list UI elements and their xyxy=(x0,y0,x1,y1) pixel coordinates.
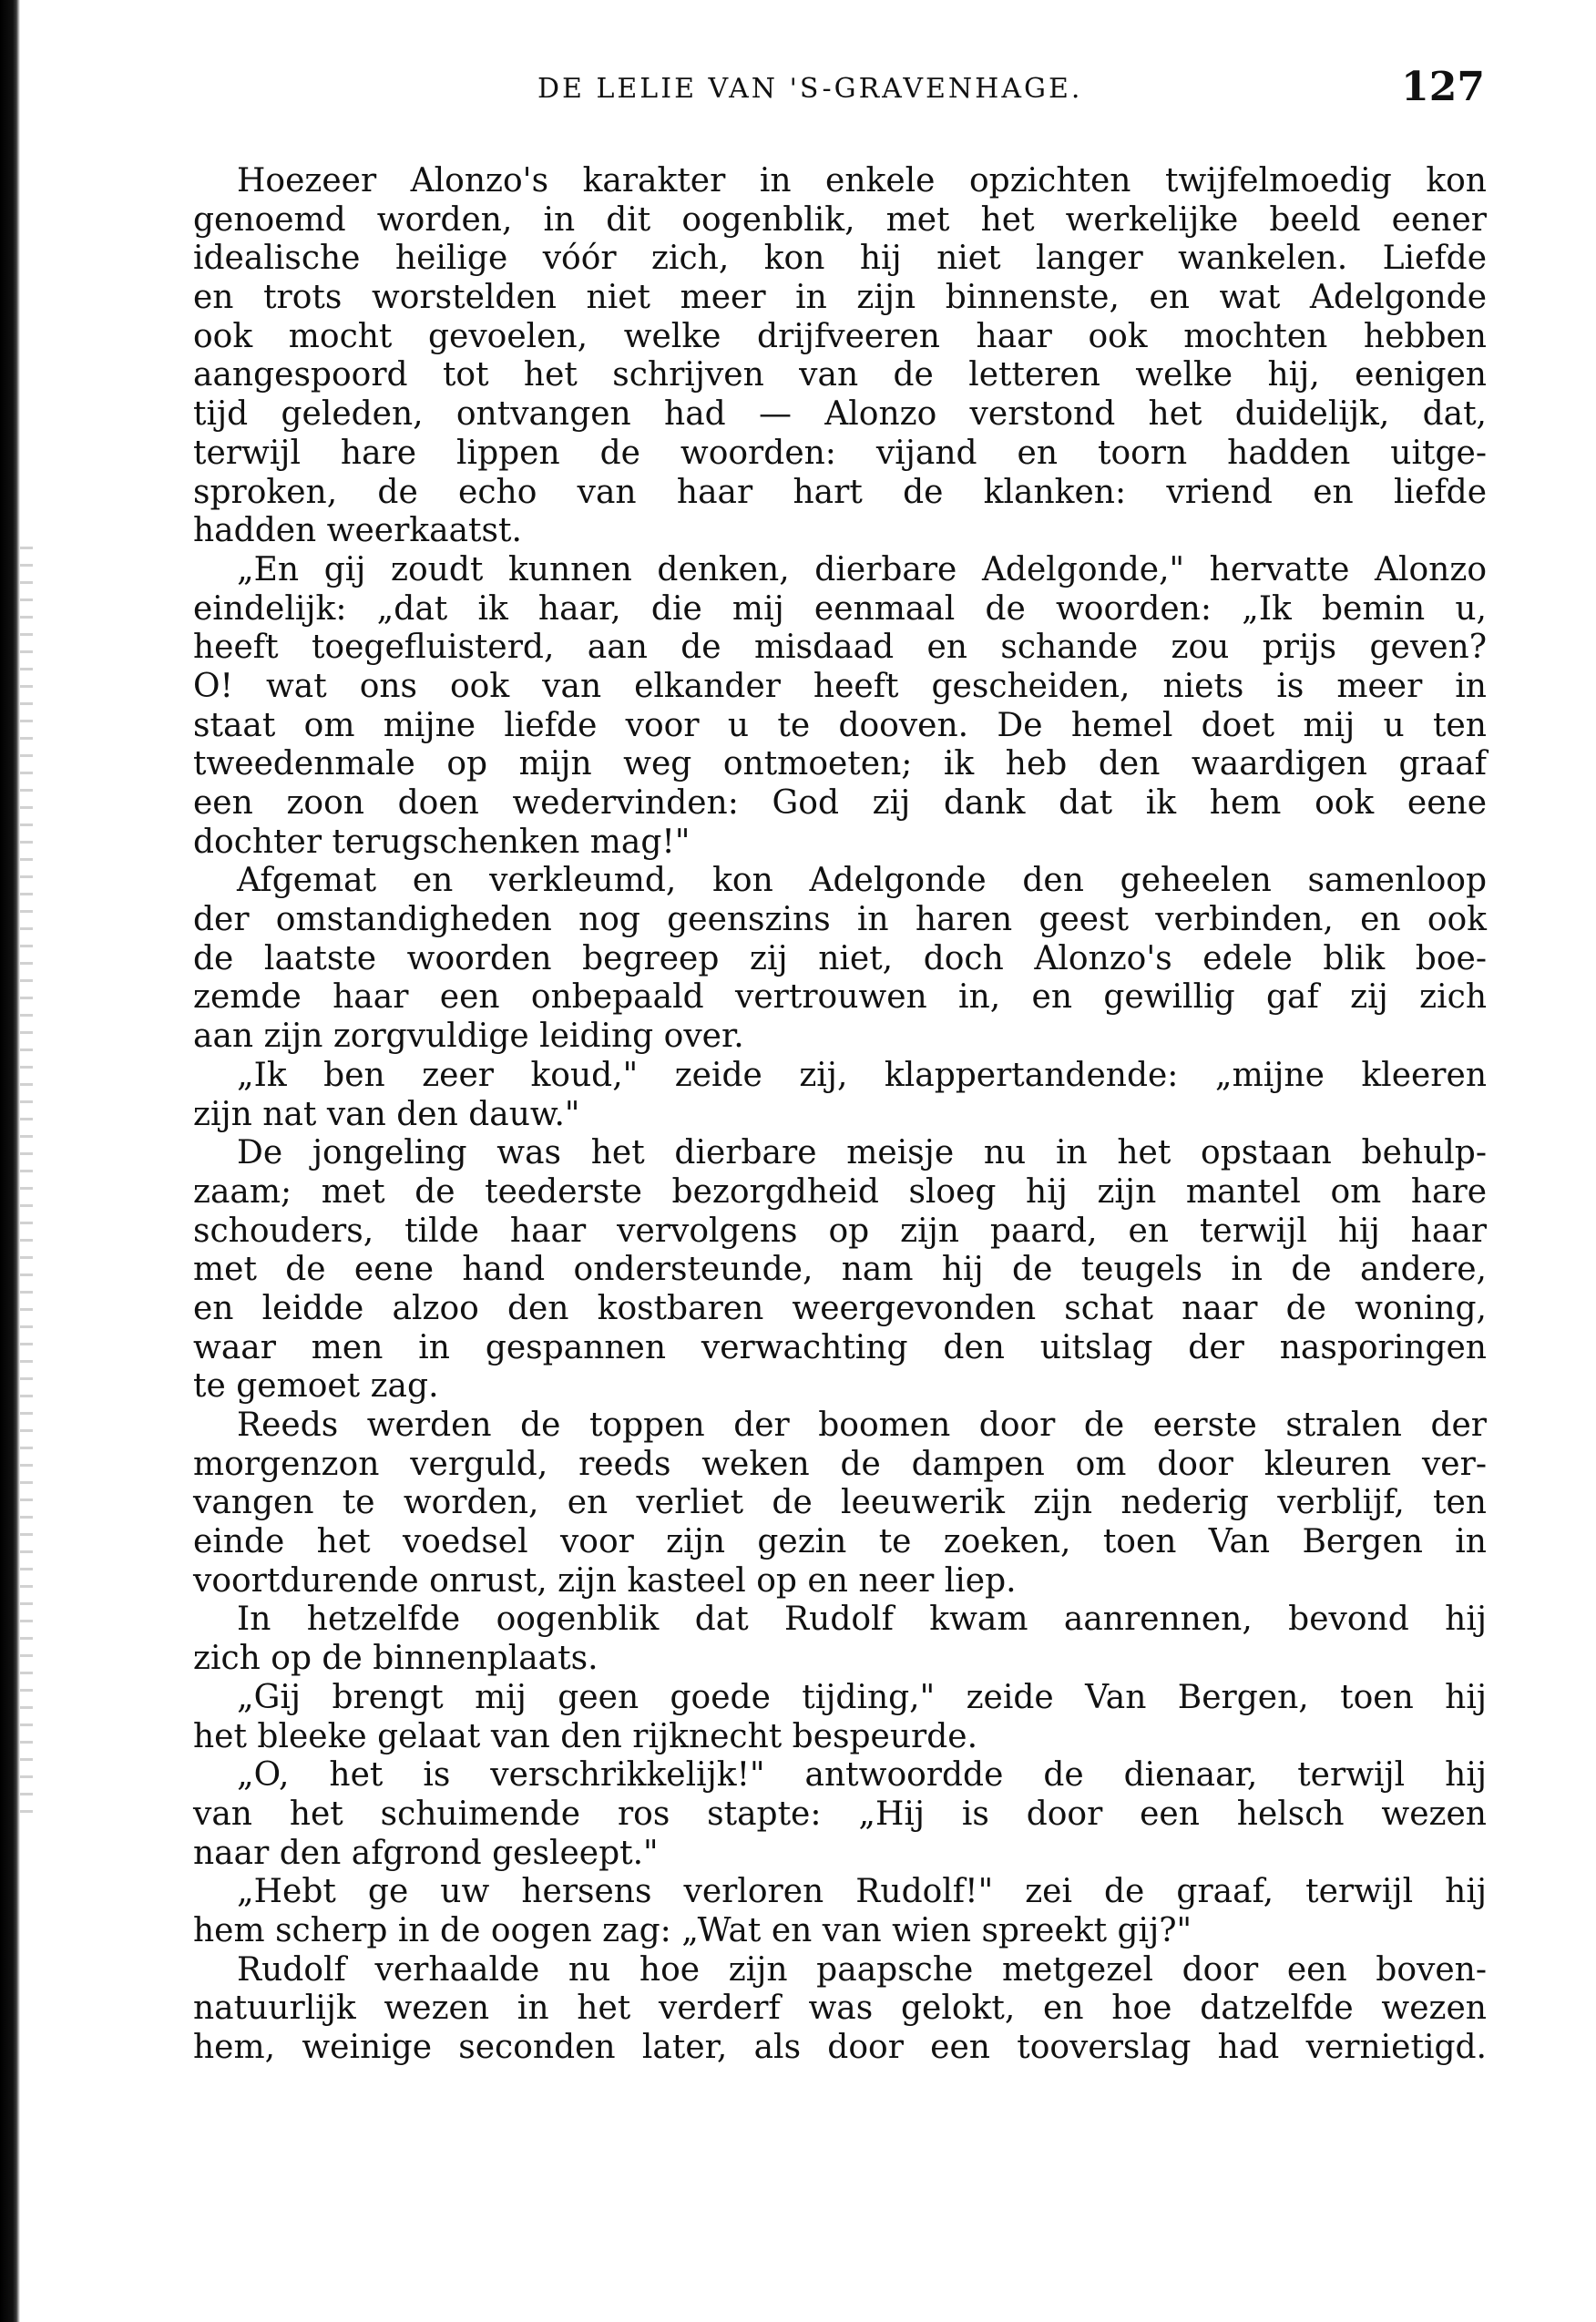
text-line: naar den afgrond gesleept." xyxy=(193,1834,659,1872)
text-line: „Gij brengt mij geen goede tijding," zeide Van Bergen, toen hij xyxy=(237,1678,1487,1716)
text-line: genoemd worden, in dit oogenblik, met het werkelijke beeld eener xyxy=(193,200,1487,239)
binding-edge xyxy=(0,0,20,2322)
text-line: „O, het is verschrikkelijk!" antwoordde de dienaar, terwijl hij xyxy=(237,1756,1487,1795)
text-line: hem, weinige seconden later, als door een tooverslag had vernietigd. xyxy=(193,2029,1487,2066)
running-title: DE LELIE VAN 'S-GRAVENHAGE. xyxy=(537,73,1083,105)
text-line: „Ik ben zeer koud," zeide zij, klappertandende: „mijne kleeren xyxy=(237,1056,1487,1094)
running-header xyxy=(182,64,1485,118)
text-line: natuurlijk wezen in het verderf was gelokt, en hoe datzelfde wezen xyxy=(193,1990,1487,2028)
text-line: tijd geleden, ontvangen had — Alonzo verstond het duidelijk, dat, xyxy=(193,395,1487,434)
text-line: de laatste woorden begreep zij niet, doch Alonzo's edele blik boe- xyxy=(193,939,1487,977)
text-line: ook mocht gevoelen, welke drijfveeren haar ook mochten hebben xyxy=(193,317,1487,355)
text-line: van het schuimende ros stapte: „Hij is door een helsch wezen xyxy=(193,1795,1487,1833)
text-line: en leidde alzoo den kostbaren weergevonden schat naar de woning, xyxy=(193,1289,1487,1327)
text-line: O! wat ons ook van elkander heeft gescheiden, niets is meer in xyxy=(193,667,1487,705)
text-line: tweedenmale op mijn weg ontmoeten; ik heb den waardigen graaf xyxy=(193,745,1487,783)
text-line: Reeds werden de toppen der boomen door de eerste stralen der xyxy=(237,1406,1487,1444)
text-line: hem scherp in de oogen zag: „Wat en van wien spreekt gij?" xyxy=(193,1911,1192,1949)
text-line: staat om mijne liefde voor u te dooven. De hemel doet mij u ten xyxy=(193,706,1487,744)
page-number: 127 xyxy=(1401,64,1485,110)
text-line: „En gij zoudt kunnen denken, dierbare Adelgonde," hervatte Alonzo xyxy=(237,550,1487,588)
text-line: zemde haar een onbepaald vertrouwen in, en gewillig gaf zij zich xyxy=(193,978,1487,1017)
text-line: morgenzon verguld, reeds weken de dampen om door kleuren ver- xyxy=(193,1445,1487,1483)
text-line: en trots worstelden niet meer in zijn binnenste, en wat Adelgonde xyxy=(193,279,1487,317)
text-line: sproken, de echo van haar hart de klanken: vriend en liefde xyxy=(193,473,1487,511)
text-line: aangespoord tot het schrijven van de letteren welke hij, eenigen xyxy=(193,356,1487,394)
text-line: dochter terugschenken mag!" xyxy=(193,823,691,861)
text-line: zijn nat van den dauw." xyxy=(193,1095,580,1133)
text-line: het bleeke gelaat van den rijknecht bespeurde. xyxy=(193,1717,978,1755)
text-line: einde het voedsel voor zijn gezin te zoeken, toen Van Bergen in xyxy=(193,1523,1487,1561)
text-line: „Hebt ge uw hersens verloren Rudolf!" zei de graaf, terwijl hij xyxy=(237,1873,1487,1911)
text-line: idealische heilige vóór zich, kon hij niet langer wankelen. Liefde xyxy=(193,240,1487,278)
text-line: der omstandigheden nog geenszins in haren geest verbinden, en ook xyxy=(193,901,1487,939)
text-line: te gemoet zag. xyxy=(193,1367,439,1406)
text-line: een zoon doen wedervinden: God zij dank dat ik hem ook eene xyxy=(193,784,1487,822)
text-line: Hoezeer Alonzo's karakter in enkele opzichten twijfelmoedig kon xyxy=(237,162,1487,199)
text-line: terwijl hare lippen de woorden: vijand en toorn hadden uitge- xyxy=(193,434,1487,472)
body-text xyxy=(193,162,1487,2068)
text-line: waar men in gespannen verwachting den uitslag der nasporingen xyxy=(193,1328,1487,1366)
text-line: zaam; met de teederste bezorgdheid sloeg hij zijn mantel om hare xyxy=(193,1172,1487,1211)
text-line: Rudolf verhaalde nu hoe zijn paapsche metgezel door een boven- xyxy=(237,1950,1487,1989)
text-line: heeft toegefluisterd, aan de misdaad en schande zou prijs geven? xyxy=(193,629,1487,667)
binding-shadow xyxy=(20,547,33,1822)
text-line: voortdurende onrust, zijn kasteel op en neer liep. xyxy=(193,1561,1017,1600)
text-line: zich op de binnenplaats. xyxy=(193,1640,598,1678)
text-line: schouders, tilde haar vervolgens op zijn paard, en terwijl hij haar xyxy=(193,1212,1487,1250)
text-line: De jongeling was het dierbare meisje nu in het opstaan behulp- xyxy=(237,1134,1487,1172)
text-line: Afgemat en verkleumd, kon Adelgonde den geheelen samenloop xyxy=(237,862,1487,900)
text-line: hadden weerkaatst. xyxy=(193,512,522,550)
text-line: vangen te worden, en verliet de leeuwerik zijn nederig verblijf, ten xyxy=(193,1484,1487,1522)
text-line: met de eene hand ondersteunde, nam hij de teugels in de andere, xyxy=(193,1251,1487,1289)
text-line: eindelijk: „dat ik haar, die mij eenmaal de woorden: „Ik bemin u, xyxy=(193,589,1487,628)
text-line: In hetzelfde oogenblik dat Rudolf kwam aanrennen, bevond hij xyxy=(237,1601,1487,1639)
text-line: aan zijn zorgvuldige leiding over. xyxy=(193,1018,744,1056)
